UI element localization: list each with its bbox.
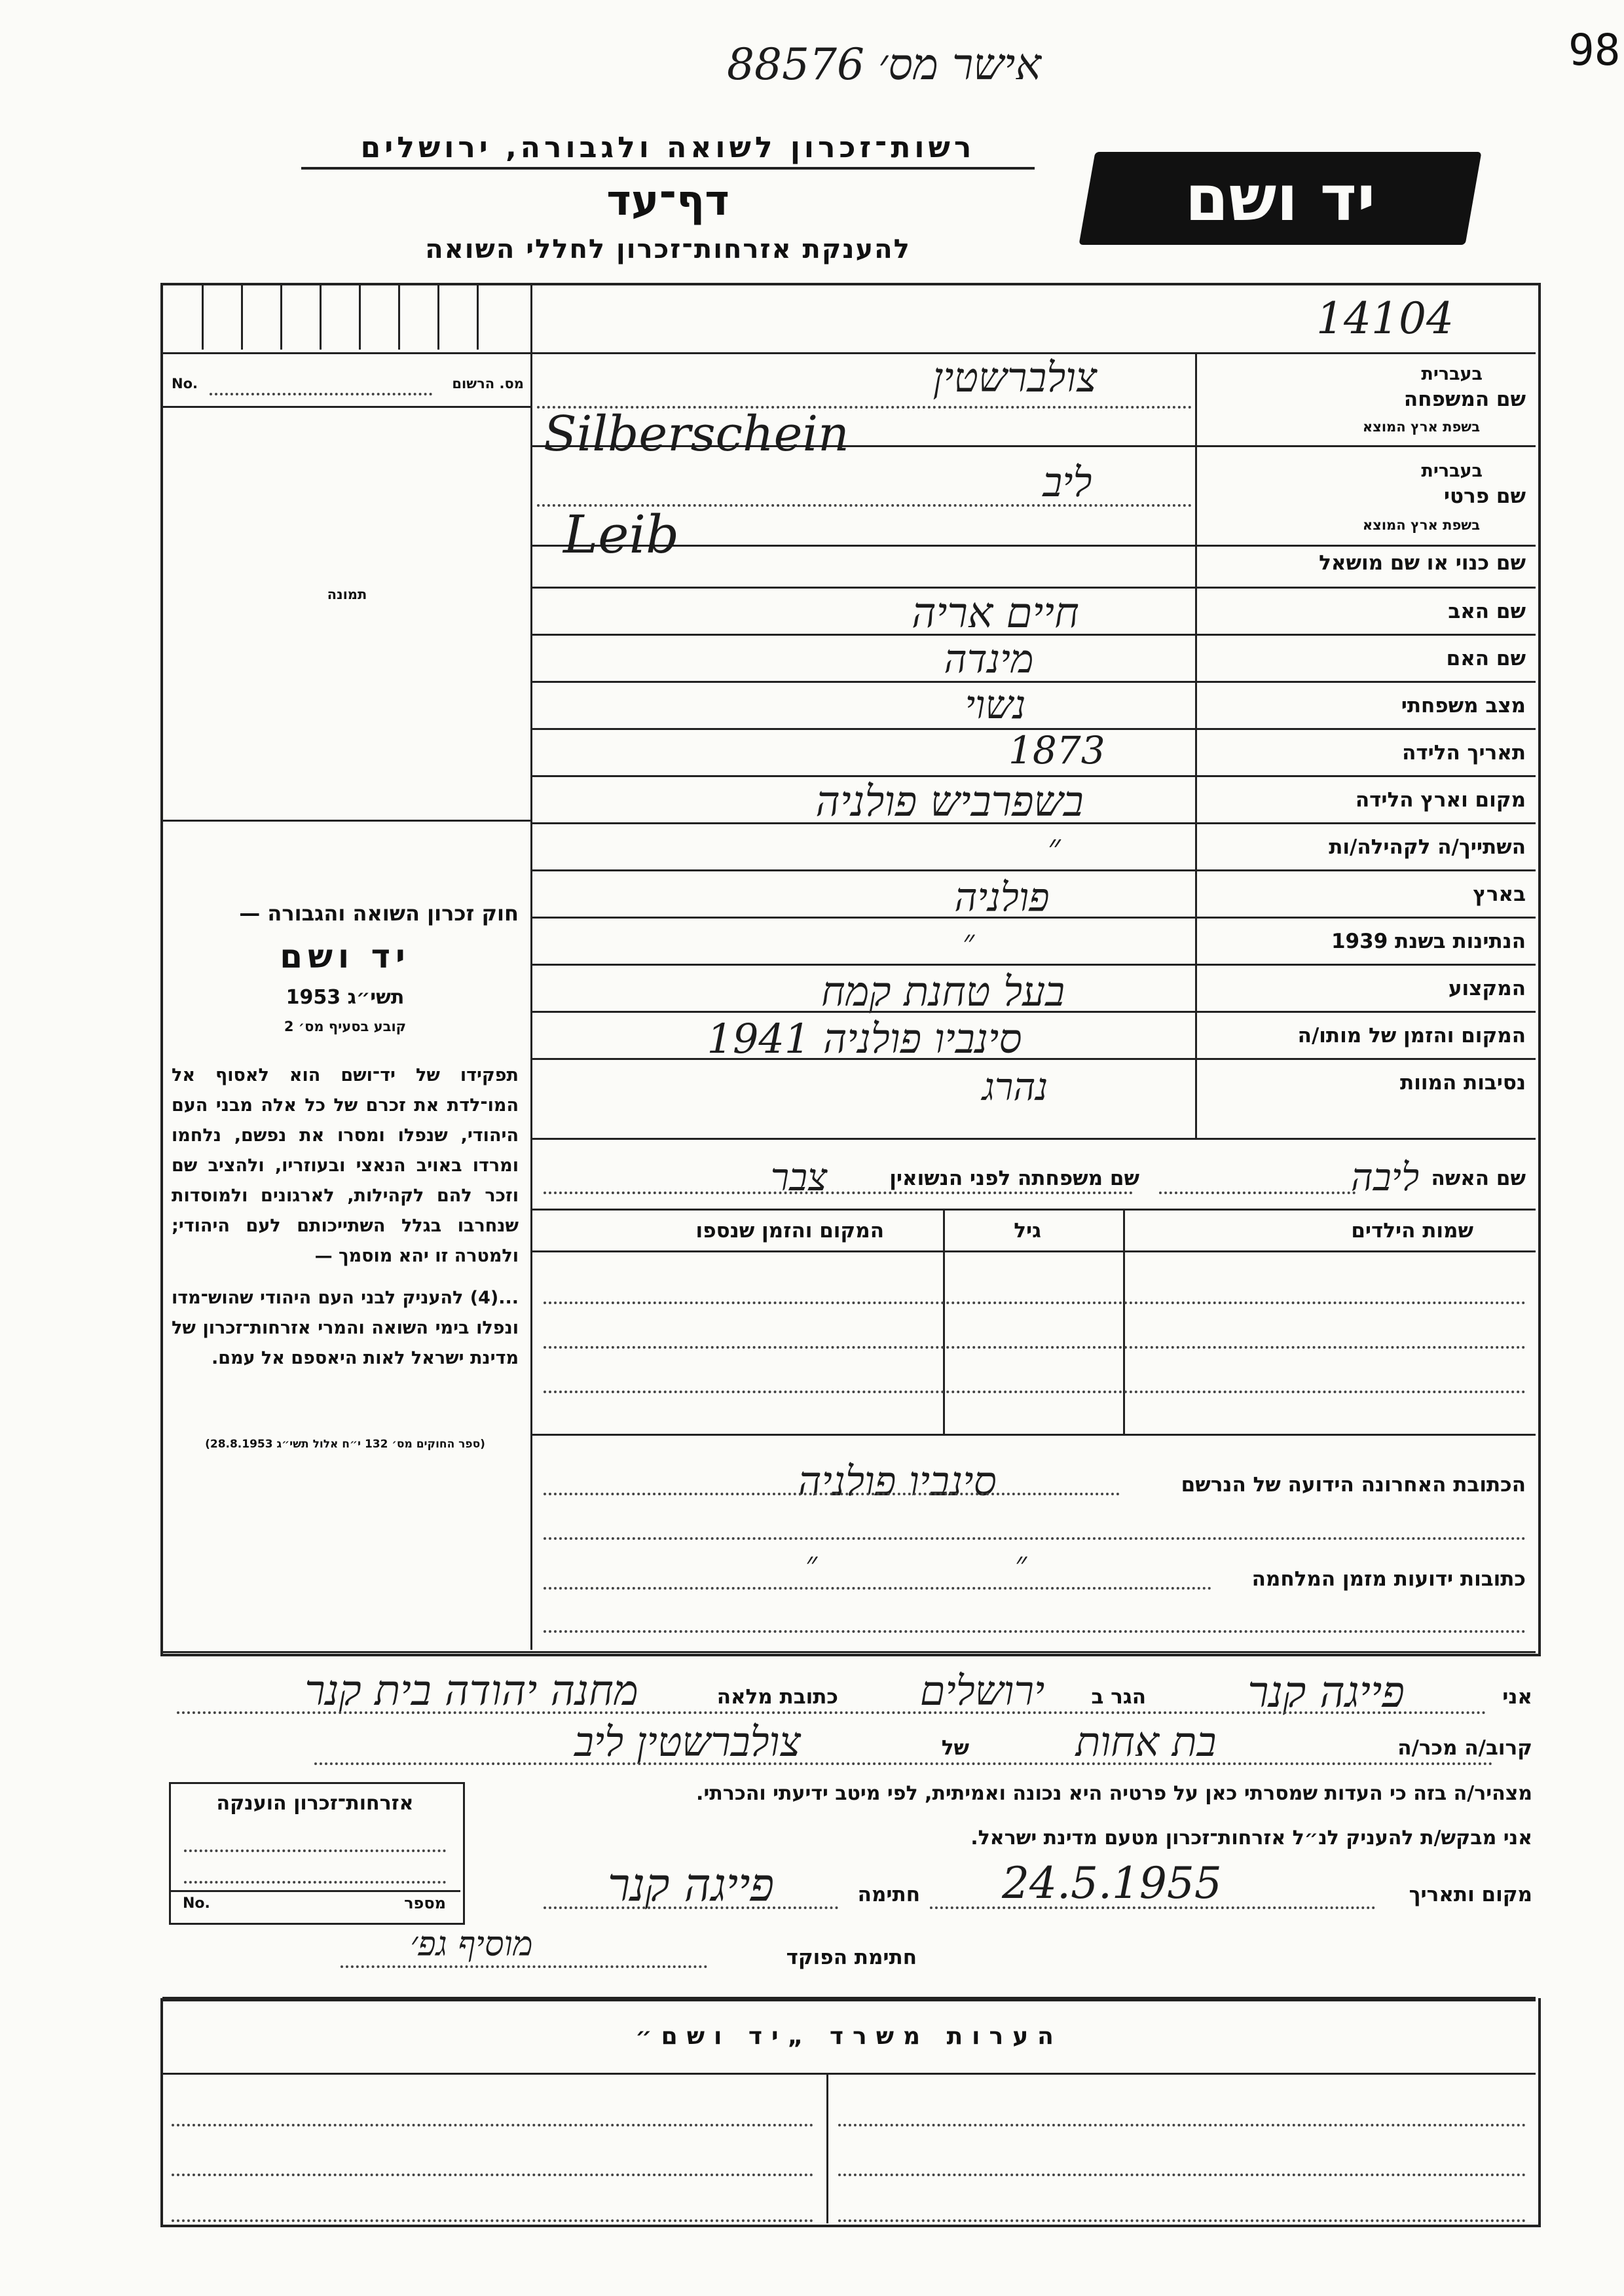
law-name: יד ושם [280, 938, 411, 975]
corner-number: 98 [1568, 25, 1621, 75]
profession-label: המקצוע [1448, 977, 1526, 1000]
first-origin-label: בשפת ארץ המוצא [1362, 517, 1480, 533]
mother-label: שם האם [1446, 647, 1526, 670]
nationality-label: הנתינות בשנת 1939 [1331, 930, 1526, 953]
marital-value: נשוי [965, 682, 1026, 728]
grant-box [169, 1782, 465, 1925]
community-label: השתייך/ה לקהילה/ות [1329, 835, 1526, 859]
grant-title: אזרחות־זכרון הוענקה [216, 1792, 414, 1815]
first-hebrew-label: בעברית [1421, 461, 1483, 481]
war-addresses-label: כתובות ידועות מזמן המלחמה [1251, 1567, 1526, 1591]
birth-place-label: מקום וארץ הלידה [1355, 788, 1526, 812]
family-name-hebrew: צולברשטין [932, 354, 1098, 401]
grant-number-label: מספר [404, 1894, 446, 1912]
war-address-value-1: ״ [805, 1545, 818, 1582]
declaration-date: 24.5.1955 [1002, 1858, 1222, 1908]
witness-city: ירושלים [919, 1667, 1045, 1715]
law-paragraph-1: תפקידו של יד־ושם הוא לאסוף אל המו־לדת את זכרם של כל אלה מבני העם היהודי, שנפלו ומסרו את נפשם, נלחמו ומרדו באויב הנאצי ובעוזריו, ולהציב שם וזכר להם לקהילות, לארגונים ולמוסדות שנחרבו בגלל השתייכותם לעם היהודי; ולמטרה זו יהא מוסמך — [172, 1065, 519, 1266]
relation-value: בת אחות [1075, 1718, 1217, 1766]
of-label: של [941, 1736, 969, 1760]
reg-no-label: No. [172, 376, 198, 392]
birth-date-label: תאריך הלידה [1402, 741, 1526, 765]
law-year: תשי״ג 1953 [286, 986, 405, 1009]
officer-signature: מוסיף גפ׳ [410, 1925, 533, 1964]
relation-label: קרוב/ה מכר/ה [1397, 1736, 1532, 1760]
nickname-label: שם כנוי או שם מושאל [1319, 551, 1526, 575]
death-circumstances-label: נסיבות המוות [1400, 1071, 1526, 1095]
signature-label: חתימה [857, 1883, 920, 1906]
authority-name: רשות־זכרון לשואה ולגבורה, ירושלים [301, 131, 1035, 170]
statement-2: אני מבקש/ת להעניק לנ״ל אזרחות־זכרון מטעם מדינת ישראל. [970, 1827, 1532, 1850]
photo-label: תמונה [327, 587, 367, 602]
birth-place-value: בשפרביש פולניה [815, 778, 1084, 826]
form-number: 14104 [1316, 293, 1454, 344]
logo-text: יד ושם [1185, 162, 1376, 235]
family-origin-label: בשפת ארץ המוצא [1362, 419, 1480, 435]
witness-address: מחנה יהודה בית קנר [304, 1667, 638, 1715]
first-name-origin: Leib [563, 504, 680, 565]
left-divider [530, 284, 532, 1650]
law-paragraph-2: ...(4) להעניק לבני העם היהודי שהוש־מדו ונפלו בימי השואה והמרי אזרחות־זכרון של מדינת ישראל לאות היאספם אל עמם. [172, 1288, 519, 1368]
reg-label: מס. הרשום [452, 376, 524, 392]
address-label: כתובת מלאה [716, 1685, 838, 1709]
resides-label: הגר ב [1091, 1685, 1146, 1709]
father-value: חיים אריה [912, 589, 1079, 638]
country-label: בארץ [1473, 883, 1526, 906]
place-time-header: המקום והזמן שנספו [695, 1219, 884, 1243]
death-place-value: סינביו פולניה 1941 [707, 1015, 1022, 1063]
country-value: פולניה [954, 875, 1050, 920]
first-name-label: שם פרטי [1443, 484, 1526, 508]
death-place-label: המקום והזמן של מותו/ה [1297, 1024, 1526, 1048]
law-title: חוק זכרון השואה והגבורה — [239, 901, 519, 926]
approval-note: אישר מס׳ 88576 [727, 39, 1041, 90]
footer-frame [160, 1998, 1541, 2227]
of-name: צולברשטין ליב [574, 1718, 801, 1766]
war-address-value-2: ״ [1015, 1545, 1027, 1582]
form-title: דף־עד [606, 177, 729, 225]
witness-name: פייגה קנר [1247, 1667, 1405, 1717]
law-source: (ספר החוקים מס׳ 132 י״ח אלול תשי״ג 28.8.1953) [205, 1438, 485, 1451]
header-rule [162, 352, 1536, 354]
children-header: שמות הילדים [1351, 1219, 1473, 1243]
officer-signature-label: חתימת הפוקד [786, 1946, 917, 1969]
last-address-label: הכתובת האחרונה הידועה של הנרשם [1181, 1473, 1526, 1497]
notes-title: הערות משרד „יד ושם״ [635, 2023, 1063, 2050]
mother-value: מינדה [944, 636, 1034, 682]
place-date-label: מקום ותאריך [1409, 1883, 1532, 1906]
death-circumstances-value: נהרג [982, 1065, 1048, 1109]
family-name-label: שם המשפחה [1403, 388, 1526, 411]
i-label: אני [1502, 1685, 1532, 1709]
form-subtitle: להענקת אזרחות־זכרון לחללי השואה [425, 234, 911, 264]
law-clause: קובע בסעיף מס׳ 2 [284, 1019, 407, 1034]
marital-label: מצב משפחתי [1401, 694, 1526, 718]
statement-1: מצהיר/ה בזה כי העדות שמסרתי כאן על פרטיה היא נכונה ואמיתית, לפי מיטב ידיעתי והכרתי. [696, 1782, 1532, 1805]
profession-value: בעל טחנת קמח [821, 968, 1065, 1015]
nationality-value: ״ [963, 923, 975, 960]
maiden-name-value: צבר [770, 1155, 828, 1199]
family-hebrew-label: בעברית [1421, 364, 1483, 384]
label-divider [1195, 354, 1197, 1139]
family-name-origin: Silberschein [544, 406, 849, 462]
community-value: ״ [1048, 828, 1061, 867]
yad-vashem-logo [1079, 152, 1481, 245]
birth-date-value: 1873 [1008, 728, 1105, 773]
wife-label: שם האשה [1431, 1167, 1526, 1190]
age-header: גיל [1014, 1219, 1041, 1243]
first-name-hebrew: ליב [1043, 458, 1092, 506]
last-address-value: סינביו פולניה [798, 1457, 997, 1505]
wife-value: ליבה [1350, 1155, 1420, 1199]
grant-no-label: No. [183, 1895, 210, 1912]
maiden-name-label: שם משפחתה לפני הנשואין [889, 1167, 1139, 1190]
code-boxes [162, 284, 529, 350]
witness-signature: פייגה קנר [607, 1858, 775, 1912]
father-label: שם האב [1448, 600, 1526, 623]
